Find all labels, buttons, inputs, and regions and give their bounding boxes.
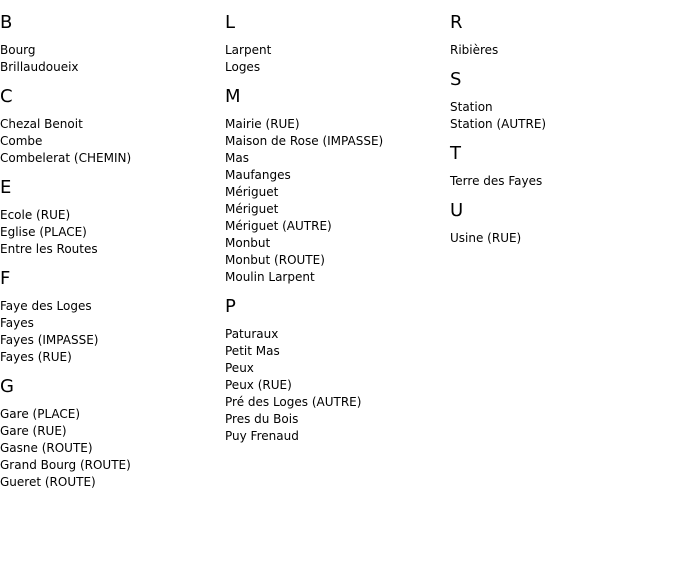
letter-heading: F [0, 268, 11, 289]
letter-group-s [450, 69, 675, 133]
street-link[interactable]: Puy Frenaud [225, 429, 299, 443]
street-link[interactable]: Pres du Bois [225, 412, 299, 426]
letter-heading: T [450, 143, 461, 164]
letter-group-l [225, 12, 450, 76]
street-index-column-2 [225, 0, 450, 452]
letter-heading: R [450, 12, 463, 33]
letter-group-b [0, 12, 225, 76]
street-link[interactable]: Gueret (ROUTE) [0, 475, 96, 489]
street-link[interactable]: Mériguet (AUTRE) [225, 219, 332, 233]
letter-heading: E [0, 177, 12, 198]
letter-group-m [225, 86, 450, 286]
street-link[interactable]: Faye des Loges [0, 299, 92, 313]
letter-group-f [0, 268, 225, 366]
street-list [0, 116, 225, 167]
street-list [450, 99, 675, 133]
letter-group-e [0, 177, 225, 258]
letter-heading: P [225, 296, 236, 317]
street-link[interactable]: Gasne (ROUTE) [0, 441, 93, 455]
street-link[interactable]: Entre les Routes [0, 242, 98, 256]
street-link[interactable]: Ecole (RUE) [0, 208, 71, 222]
street-list [450, 230, 675, 247]
street-link[interactable]: Bourg [0, 43, 36, 57]
street-link[interactable]: Combe [0, 134, 43, 148]
street-link[interactable]: Usine (RUE) [450, 231, 522, 245]
street-link[interactable]: Mas [225, 151, 249, 165]
street-link[interactable]: Petit Mas [225, 344, 280, 358]
street-list [450, 42, 675, 59]
letter-heading: C [0, 86, 13, 107]
street-link[interactable]: Fayes [0, 316, 34, 330]
street-link[interactable]: Mériguet [225, 202, 279, 216]
letter-group-t [450, 143, 675, 190]
street-link[interactable]: Station [450, 100, 493, 114]
street-link[interactable]: Fayes (RUE) [0, 350, 72, 364]
street-index-column-1 [0, 0, 225, 498]
letter-heading: S [450, 69, 462, 90]
street-link[interactable]: Brillaudoueix [0, 60, 79, 74]
letter-heading: B [0, 12, 13, 33]
street-link[interactable]: Grand Bourg (ROUTE) [0, 458, 131, 472]
street-list [0, 298, 225, 366]
letter-group-p [225, 296, 450, 445]
letter-heading: G [0, 376, 14, 397]
street-link[interactable]: Paturaux [225, 327, 279, 341]
street-index-column-3 [450, 0, 675, 254]
street-list [0, 406, 225, 491]
street-link[interactable]: Fayes (IMPASSE) [0, 333, 99, 347]
street-link[interactable]: Maison de Rose (IMPASSE) [225, 134, 384, 148]
street-link[interactable]: Monbut (ROUTE) [225, 253, 325, 267]
street-link[interactable]: Gare (RUE) [0, 424, 67, 438]
street-link[interactable]: Peux (RUE) [225, 378, 292, 392]
street-link[interactable]: Chezal Benoit [0, 117, 83, 131]
street-list [0, 207, 225, 258]
street-list [450, 173, 675, 190]
letter-group-c [0, 86, 225, 167]
street-list [225, 116, 450, 286]
street-link[interactable]: Larpent [225, 43, 272, 57]
street-link[interactable]: Ribières [450, 43, 499, 57]
street-list [0, 42, 225, 76]
street-link[interactable]: Mériguet [225, 185, 279, 199]
letter-group-u [450, 200, 675, 247]
letter-group-g [0, 376, 225, 491]
street-list [225, 326, 450, 445]
street-link[interactable]: Terre des Fayes [450, 174, 543, 188]
street-link[interactable]: Maufanges [225, 168, 291, 182]
street-link[interactable]: Station (AUTRE) [450, 117, 547, 131]
street-list [225, 42, 450, 76]
street-link[interactable]: Pré des Loges (AUTRE) [225, 395, 362, 409]
street-link[interactable]: Gare (PLACE) [0, 407, 81, 421]
street-link[interactable]: Mairie (RUE) [225, 117, 300, 131]
street-link[interactable]: Loges [225, 60, 261, 74]
street-link[interactable]: Eglise (PLACE) [0, 225, 87, 239]
street-link[interactable]: Monbut [225, 236, 271, 250]
letter-heading: M [225, 86, 241, 107]
street-link[interactable]: Combelerat (CHEMIN) [0, 151, 132, 165]
letter-heading: U [450, 200, 464, 221]
street-link[interactable]: Moulin Larpent [225, 270, 315, 284]
letter-group-r [450, 12, 675, 59]
letter-heading: L [225, 12, 236, 33]
street-link[interactable]: Peux [225, 361, 254, 375]
